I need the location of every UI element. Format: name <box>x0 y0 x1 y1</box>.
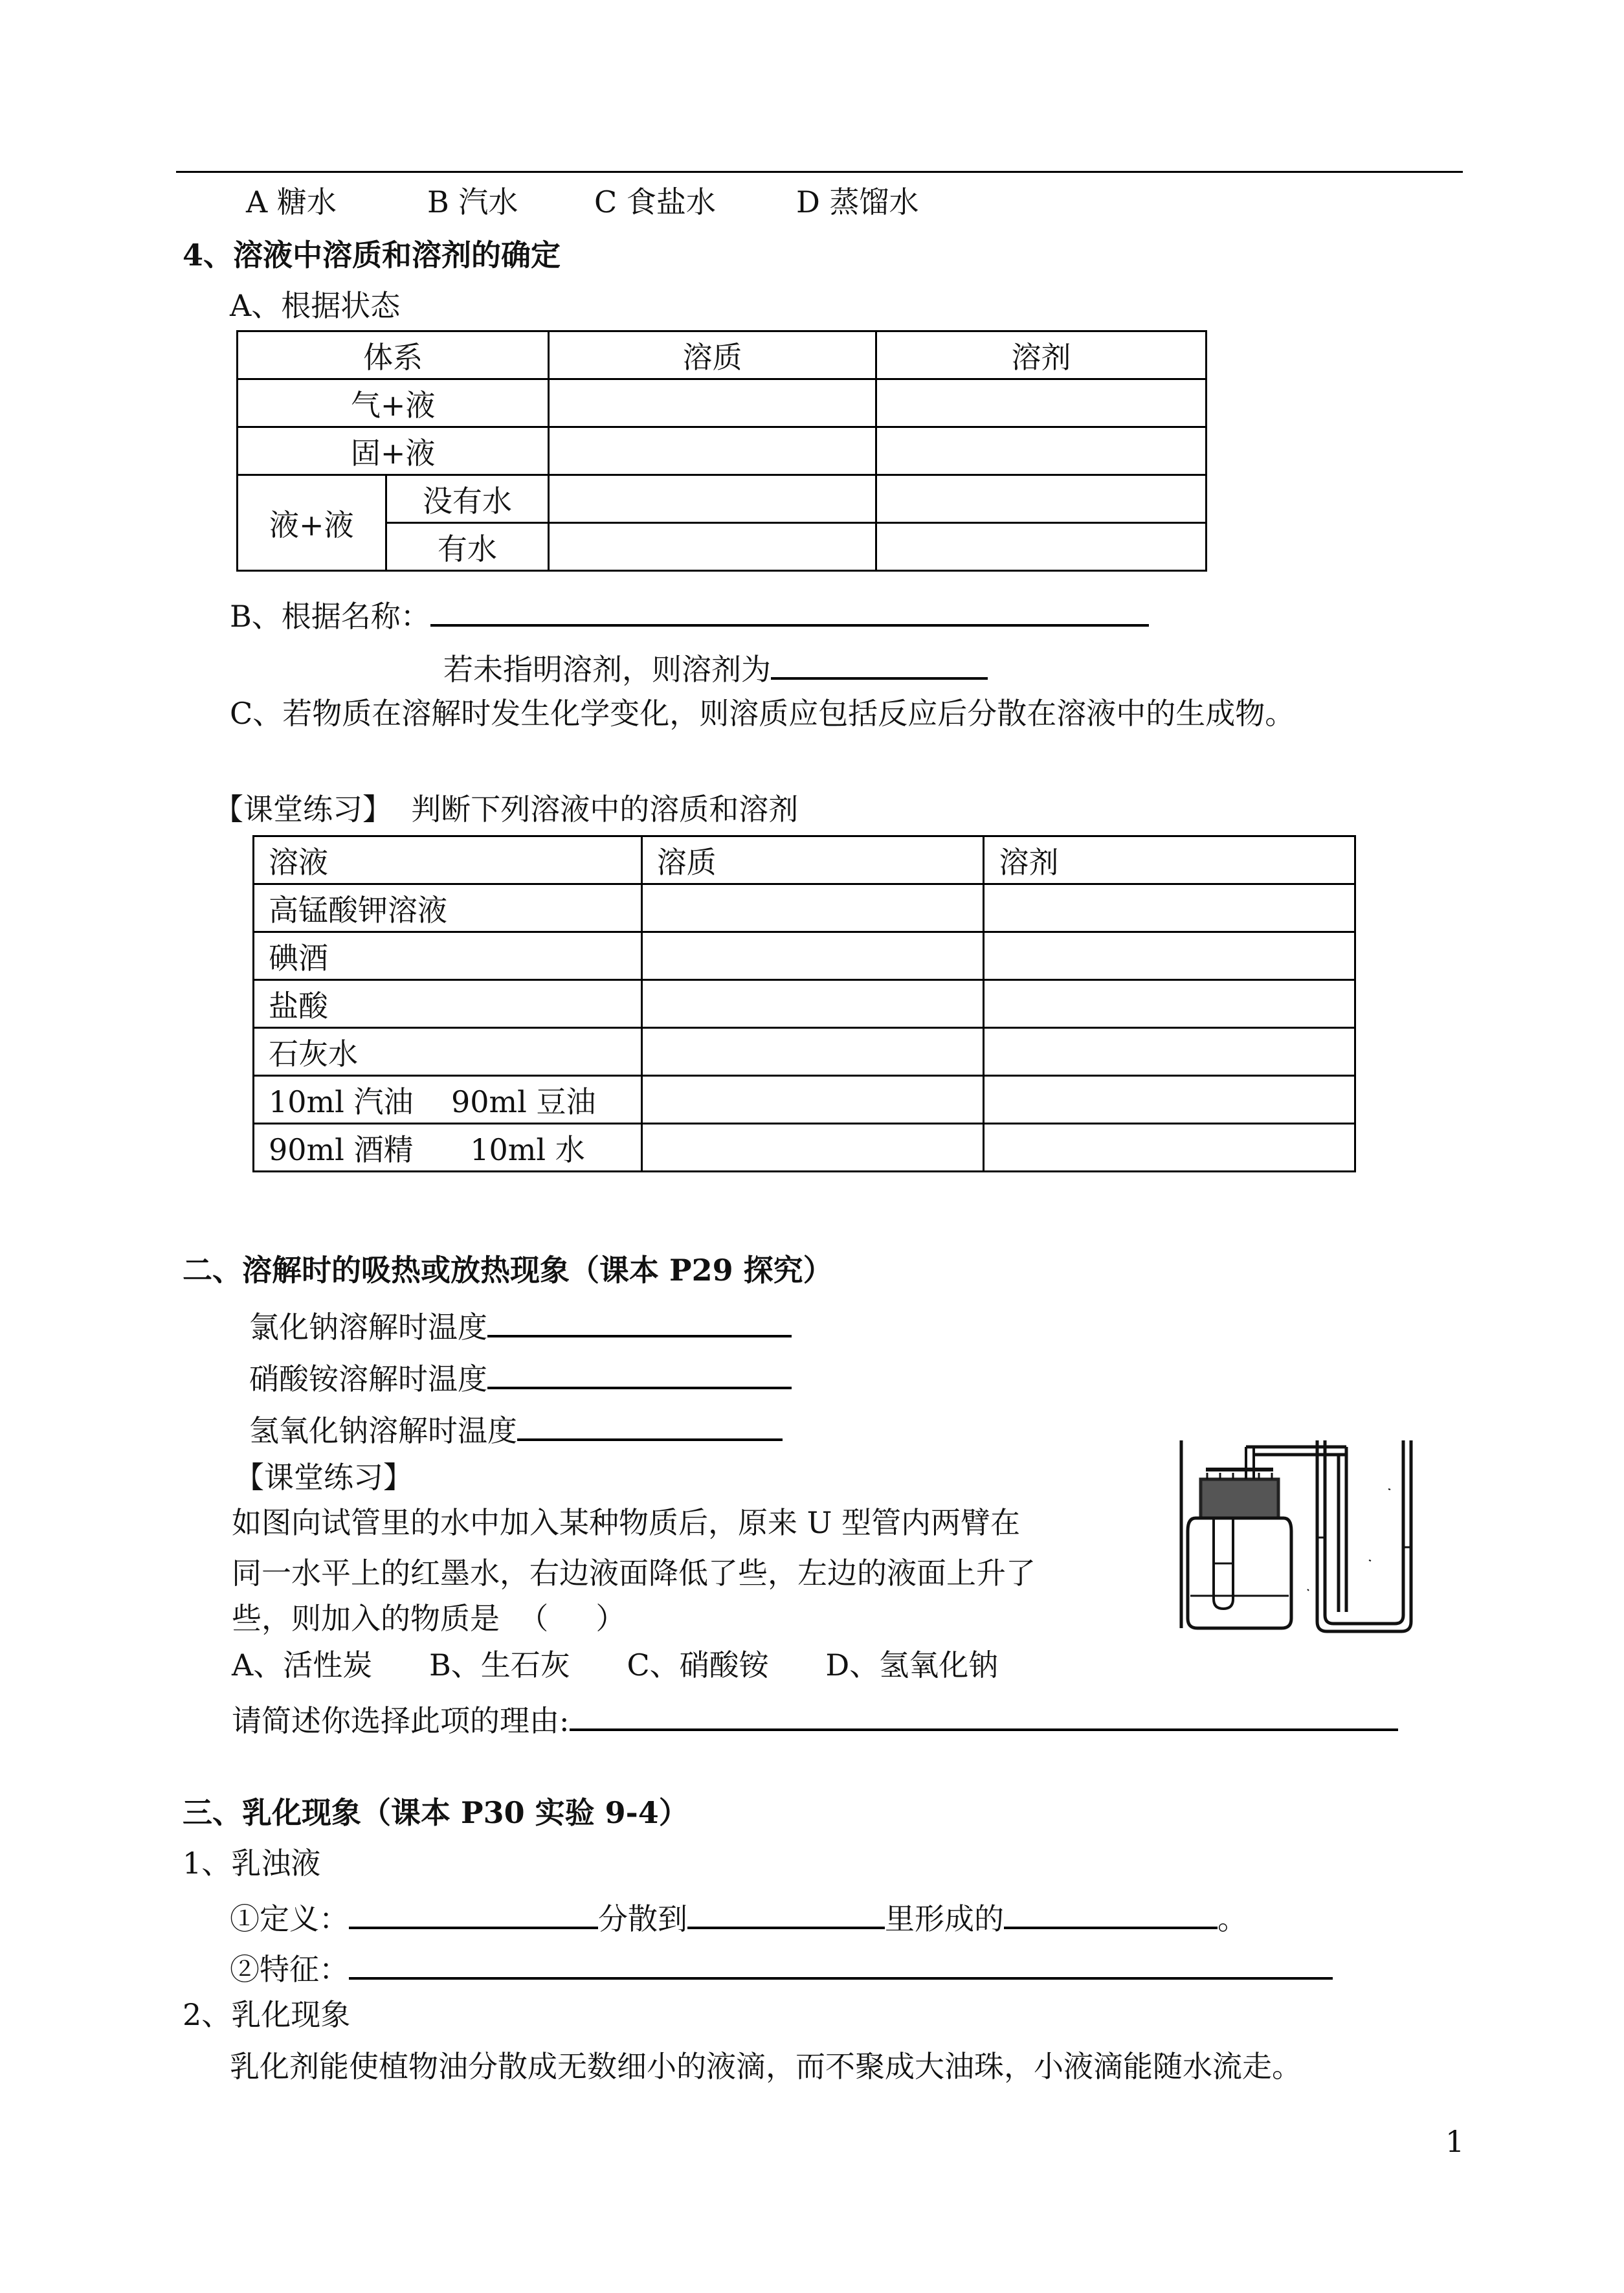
practice-table-header: 溶质 <box>641 836 984 884</box>
practice-table-cell: 10ml 汽油 90ml 豆油 <box>254 1076 642 1124</box>
definition-line <box>230 1894 1247 1938</box>
feature-line <box>230 1945 1333 1989</box>
feature-label: ②特征： <box>230 1952 349 1987</box>
state-table-blank <box>876 379 1207 427</box>
feature-blank[interactable] <box>349 1945 1333 1980</box>
practice2-title: 【课堂练习】 <box>234 1460 413 1495</box>
definition-period: 。 <box>1218 1901 1247 1936</box>
solvent-blank[interactable] <box>771 645 988 680</box>
section4-title: 4、溶液中溶质和溶剂的确定 <box>183 238 561 273</box>
section4-b2 <box>443 645 988 689</box>
practice-table-blank <box>641 980 984 1028</box>
state-table-header: 体系 <box>238 331 549 379</box>
section2-title: 二、溶解时的吸热或放热现象（课本 P29 探究） <box>183 1253 833 1288</box>
practice-table-blank <box>641 1028 984 1076</box>
reason-line <box>232 1696 1398 1740</box>
practice-table-blank <box>984 884 1355 932</box>
practice-table-blank <box>984 1028 1355 1076</box>
top-rule <box>176 171 1463 173</box>
state-table-blank <box>549 427 876 475</box>
nh4no3-label: 硝酸铵溶解时温度 <box>249 1361 487 1396</box>
emulsification-heading: 2、乳化现象 <box>183 1997 351 2032</box>
definition-text-c: 里形成的 <box>885 1901 1004 1936</box>
state-table-blank <box>549 475 876 523</box>
practice-table-blank <box>641 884 984 932</box>
reason-blank[interactable] <box>570 1696 1398 1731</box>
section4-b-label: B、根据名称： <box>230 599 430 634</box>
choice-b: B 汽水 <box>427 185 518 219</box>
practice-table-cell: 石灰水 <box>254 1028 642 1076</box>
state-table <box>236 330 1207 572</box>
definition-blank-3[interactable] <box>1004 1894 1218 1929</box>
state-table-subcell: 没有水 <box>386 475 549 523</box>
reason-label: 请简述你选择此项的理由: <box>232 1703 570 1738</box>
choice-c: C 食盐水 <box>594 185 716 219</box>
section3-title: 三、乳化现象（课本 P30 实验 9-4） <box>183 1795 689 1830</box>
practice-table-cell: 碘酒 <box>254 932 642 980</box>
question-line-1: 如图向试管里的水中加入某种物质后，原来 U 型管内两臂在 <box>232 1505 1021 1540</box>
section4-b2-label: 若未指明溶剂，则溶剂为 <box>443 652 771 687</box>
practice-table <box>252 835 1356 1172</box>
section4-a: A、根据状态 <box>230 288 401 323</box>
state-table-subcell: 有水 <box>386 523 549 571</box>
naoh-label: 氢氧化钠溶解时温度 <box>249 1413 517 1448</box>
definition-blank-1[interactable] <box>349 1894 598 1929</box>
practice1-title: 【课堂练习】 判断下列溶液中的溶质和溶剂 <box>214 792 799 827</box>
nacl-line <box>249 1303 792 1347</box>
section4-c: C、若物质在溶解时发生化学变化，则溶质应包括反应后分散在溶液中的生成物。 <box>230 696 1295 731</box>
state-table-blank <box>876 523 1207 571</box>
section4-b <box>230 592 1149 636</box>
practice-table-header: 溶剂 <box>984 836 1355 884</box>
practice-table-cell: 盐酸 <box>254 980 642 1028</box>
emulsification-paragraph: 乳化剂能使植物油分散成无数细小的液滴，而不聚成大油珠，小液滴能随水流走。 <box>230 2049 1302 2084</box>
state-table-cell: 气+液 <box>238 379 549 427</box>
question-line-3: 些，则加入的物质是 （ ） <box>232 1601 626 1636</box>
name-blank[interactable] <box>430 592 1149 627</box>
nacl-blank[interactable] <box>487 1303 792 1337</box>
page-number: 1 <box>1445 2124 1465 2159</box>
answer-options: A、活性炭 B、生石灰 C、硝酸铵 D、氢氧化钠 <box>232 1648 999 1683</box>
practice-table-cell: 90ml 酒精 10ml 水 <box>254 1124 642 1172</box>
nh4no3-blank[interactable] <box>487 1354 792 1389</box>
definition-blank-2[interactable] <box>687 1894 885 1929</box>
state-table-blank <box>876 475 1207 523</box>
state-table-header: 溶剂 <box>876 331 1207 379</box>
state-table-blank <box>549 523 876 571</box>
practice-table-blank <box>641 1124 984 1172</box>
naoh-blank[interactable] <box>517 1406 783 1441</box>
definition-text-b: 分散到 <box>598 1901 687 1936</box>
question-line-2: 同一水平上的红墨水，右边液面降低了些，左边的液面上升了 <box>232 1556 1036 1591</box>
practice-table-blank <box>984 932 1355 980</box>
nacl-label: 氯化钠溶解时温度 <box>249 1310 487 1345</box>
practice-table-blank <box>641 1076 984 1124</box>
practice-table-blank <box>984 1124 1355 1172</box>
nh4no3-line <box>249 1354 792 1398</box>
choice-a: A 糖水 <box>246 185 337 219</box>
practice-table-cell: 高锰酸钾溶液 <box>254 884 642 932</box>
naoh-line <box>249 1406 783 1450</box>
practice-table-blank <box>641 932 984 980</box>
practice-table-blank <box>984 1076 1355 1124</box>
practice-table-header: 溶液 <box>254 836 642 884</box>
emulsion-heading: 1、乳浊液 <box>183 1846 321 1881</box>
choice-d: D 蒸馏水 <box>796 185 919 219</box>
state-table-merged: 液+液 <box>238 475 386 571</box>
definition-label: ①定义： <box>230 1901 349 1936</box>
u-tube-apparatus-figure <box>1175 1434 1421 1641</box>
state-table-cell: 固+液 <box>238 427 549 475</box>
state-table-blank <box>876 427 1207 475</box>
practice-table-blank <box>984 980 1355 1028</box>
state-table-blank <box>549 379 876 427</box>
state-table-header: 溶质 <box>549 331 876 379</box>
